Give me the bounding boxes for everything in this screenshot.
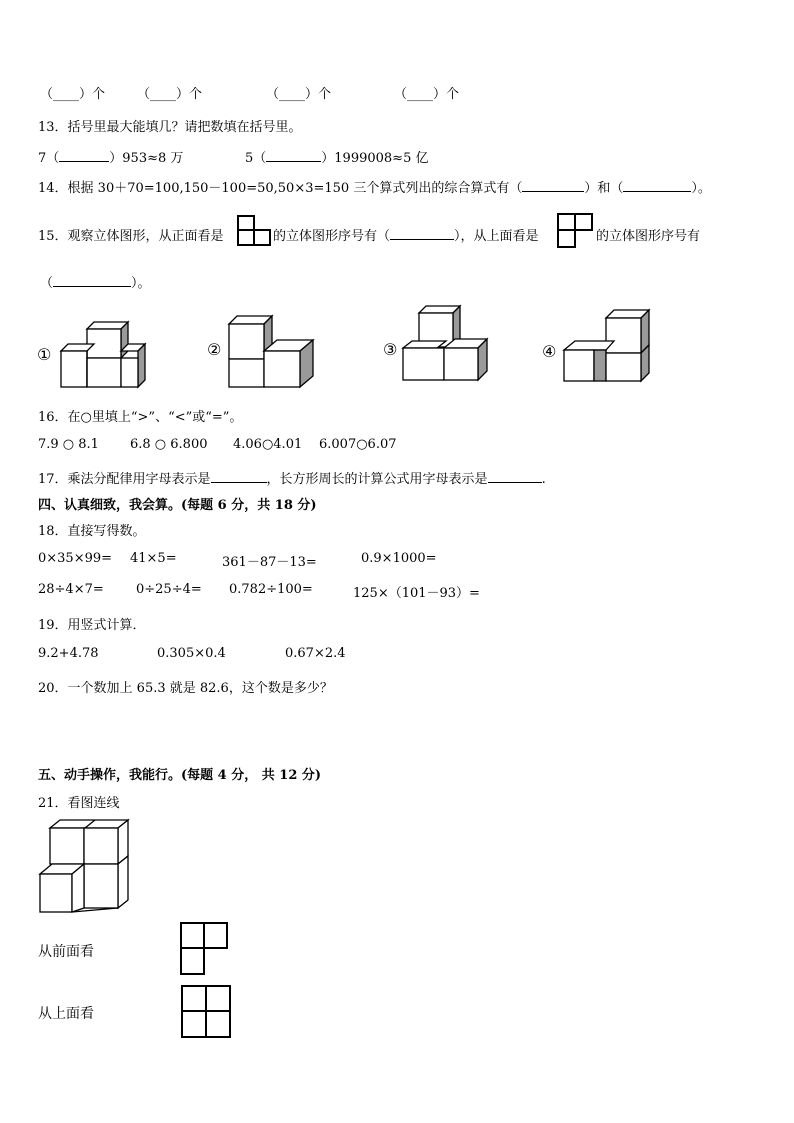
q16-item-2: 6.8 ○ 6.800 xyxy=(130,437,208,452)
q13-stem: 13．括号里最大能填几？请把数填在括号里。 xyxy=(38,120,302,135)
q15-line2-suffix: ）。 xyxy=(131,276,151,291)
q15-p1: 15．观察立体图形，从正面看是 xyxy=(38,229,224,244)
q14-blank-1[interactable] xyxy=(522,181,584,192)
q13-a-blank[interactable] xyxy=(59,151,109,162)
q15-top-view-icon xyxy=(557,213,595,249)
q18-r1-2: 41×5= xyxy=(130,551,177,566)
q13-a-prefix: 7（ xyxy=(38,151,60,166)
q17 xyxy=(38,468,546,487)
section4-title: 四、认真细致，我会算。(每题 6 分，共 18 分) xyxy=(38,498,317,513)
q16-stem: 16．在○里填上“>”、“<”或“=”。 xyxy=(38,410,243,425)
q18-r1-4: 0.9×1000= xyxy=(361,551,437,566)
q18-r2-2: 0÷25÷4= xyxy=(136,582,202,597)
q13-b xyxy=(245,147,428,166)
q13-a xyxy=(38,147,183,166)
q15-blank-1[interactable] xyxy=(390,229,454,240)
top-row-item-1: （____）个 xyxy=(40,87,106,102)
q21-top-view-option[interactable] xyxy=(181,985,233,1041)
top-row-item-4: （____）个 xyxy=(394,87,460,102)
q18-stem: 18．直接写得数。 xyxy=(38,524,146,539)
q18-r1-1: 0×35×99= xyxy=(38,551,113,566)
q19-item-2: 0.305×0.4 xyxy=(157,646,226,661)
q15-figure-label-1: ① xyxy=(37,345,52,364)
top-row-item-3: （____）个 xyxy=(266,87,332,102)
q21-front-view-option[interactable] xyxy=(180,922,230,978)
q19-item-1: 9.2+4.78 xyxy=(38,646,99,661)
q14-blank-2[interactable] xyxy=(623,181,691,192)
q14-end: ）。 xyxy=(691,181,711,196)
q16-item-4: 6.007○6.07 xyxy=(319,437,397,452)
q18-r2-3: 0.782÷100= xyxy=(229,582,313,597)
q15-blank-2[interactable] xyxy=(53,276,131,287)
section5-title: 五、动手操作，我能行。(每题 4 分， 共 12 分) xyxy=(38,768,322,783)
q15-figure-label-4: ④ xyxy=(542,342,557,361)
q18-r2-1: 28÷4×7= xyxy=(38,582,104,597)
top-row-item-2: （____）个 xyxy=(137,87,203,102)
q20-text: 20．一个数加上 65.3 就是 82.6，这个数是多少？ xyxy=(38,681,333,696)
q15-p2-text: 的立体图形序号有（ xyxy=(273,229,391,244)
q15-p4: 的立体图形序号有 xyxy=(596,229,701,244)
q16-item-1: 7.9 ○ 8.1 xyxy=(38,437,99,452)
q21-front-label: 从前面看 xyxy=(38,944,94,960)
q17-p3: . xyxy=(541,472,546,487)
q15-p2 xyxy=(273,225,539,244)
q14 xyxy=(38,177,711,196)
q15-figure-label-2: ② xyxy=(207,340,222,359)
q15-figure-label-3: ③ xyxy=(383,340,398,359)
q13-b-suffix: ）1999008≈5 亿 xyxy=(321,151,429,166)
q19-item-3: 0.67×2.4 xyxy=(285,646,346,661)
q13-a-suffix: ）953≈8 万 xyxy=(109,151,184,166)
q15-p3-text: ），从上面看是 xyxy=(454,229,539,244)
q17-blank-1[interactable] xyxy=(211,472,267,483)
q18-r2-4: 125×（101－93）= xyxy=(353,586,480,601)
q21-top-label: 从上面看 xyxy=(38,1006,94,1022)
q15-line2-prefix: （ xyxy=(40,276,54,291)
q14-mid: ）和（ xyxy=(584,181,624,196)
q14-text: 14．根据 30＋70=100,150－100=50,50×3=150 三个算式列出的综合算式有（ xyxy=(38,181,523,196)
q15-figure-4 xyxy=(563,308,653,386)
q17-blank-2[interactable] xyxy=(488,472,542,483)
q17-p2: ，长方形周长的计算公式用字母表示是 xyxy=(266,472,488,487)
q16-item-3: 4.06○4.01 xyxy=(233,437,303,452)
q19-stem: 19．用竖式计算． xyxy=(38,618,146,633)
q13-b-blank[interactable] xyxy=(266,151,321,162)
q13-b-prefix: 5（ xyxy=(245,151,267,166)
q15-figure-2 xyxy=(228,314,318,389)
q18-r1-3: 361－87－13= xyxy=(222,555,317,570)
q15-line2 xyxy=(40,272,151,291)
q15-figure-1 xyxy=(60,318,150,390)
q17-p1: 17．乘法分配律用字母表示是 xyxy=(38,472,211,487)
q15-figure-3 xyxy=(402,304,492,384)
q15-front-view-icon xyxy=(237,215,273,247)
q21-solid-figure xyxy=(38,818,133,916)
q21-stem: 21．看图连线 xyxy=(38,796,120,811)
